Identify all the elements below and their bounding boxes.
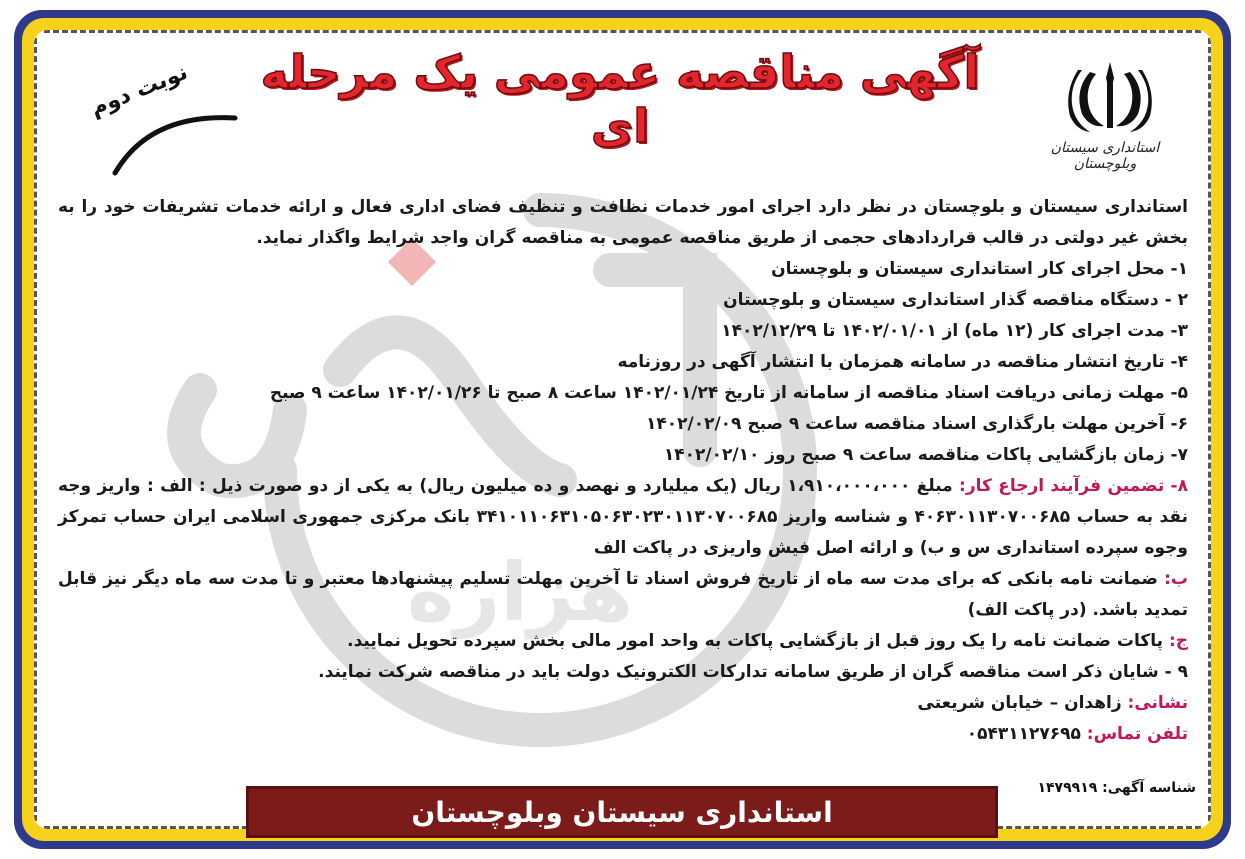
ad-title: آگهی مناقصه عمومی یک مرحله ای: [260, 45, 980, 153]
footer-banner-text: استانداری سیستان وبلوچستان: [411, 795, 833, 829]
address: [58, 688, 1188, 719]
item-7: ۷- زمان بازگشایی پاکات مناقصه ساعت ۹ صبح روز ۱۴۰۲/۰۲/۱۰: [663, 445, 1188, 465]
watermark-text: هزاره: [407, 546, 633, 639]
guarantee-label: ۸- تضمین فرآیند ارجاع کار:: [959, 476, 1188, 496]
ad-id: شناسه آگهی: ۱۴۷۹۹۱۹: [1037, 780, 1196, 796]
phone-value: ۰۵۴۳۱۱۲۷۶۹۵: [966, 724, 1081, 744]
item-5: ۵- مهلت زمانی دریافت اسناد مناقصه از سامانه از تاریخ ۱۴۰۲/۰۱/۲۴ ساعت ۸ صبح تا ۱۴۰۲/۰۱/۲۶ ساعت ۹ صبح: [269, 383, 1188, 403]
option-c-text: پاکات ضمانت نامه را یک روز قبل از بازگشایی پاکات به واحد امور مالی بخش سپرده تحویل نمایید.: [347, 631, 1164, 651]
iran-emblem-icon: [1060, 58, 1160, 138]
item-6: ۶- آخرین مهلت بارگذاری اسناد مناقصه ساعت ۹ صبح ۱۴۰۲/۰۲/۰۹: [646, 414, 1188, 434]
phone-label: تلفن تماس:: [1086, 724, 1188, 744]
option-c-label: ج:: [1168, 631, 1188, 651]
footer-banner: [246, 786, 998, 838]
dashed-border-top: [44, 30, 1201, 33]
emblem-caption: استانداری سیستان وبلوچستان: [1050, 140, 1160, 172]
guarantee-text: مبلغ ۱،۹۱۰،۰۰۰،۰۰۰ ریال (یک میلیارد و نهصد و ده میلیون ریال) به یکی از دو صورت ذیل : الف : واریز وجه نقد به حساب ۴۰۶۳۰۱۱۳۰۷۰۰۶۸۵ و شناسه واریز ۳۴۱۰۱۱۰۶۳۱۰۵۰۶۳۰۲۳۰۱۱۳۰۷۰۰۶۸۵ بانک مرکزی جمهوری اسلامی ایران حساب تمرکز وجوه سپرده استانداری س و ب) و ارائه اصل فیش واریزی در پاکت الف: [58, 476, 1188, 558]
item-8: [58, 471, 1188, 564]
item-3: ۳- مدت اجرای کار (۱۲ ماه) از ۱۴۰۲/۰۱/۰۱ تا ۱۴۰۲/۱۲/۲۹: [721, 321, 1188, 341]
dashed-border-left: [34, 38, 37, 821]
item-1: ۱- محل اجرای کار استانداری سیستان و بلوچستان: [771, 259, 1188, 279]
item-4: ۴- تاریخ انتشار مناقصه در سامانه همزمان با انتشار آگهی در روزنامه: [617, 352, 1188, 372]
intro-paragraph: استانداری سیستان و بلوچستان در نظر دارد اجرای امور خدمات نظافت و تنظیف فضای اداری فعال و ارائه خدمات تشریفات خود را به بخش غیر دولتی در قالب قراردادهای حجمی از طریق مناقصه عمومی به مناقصه گران واجد شرایط واگذار نماید.: [58, 197, 1188, 248]
option-c: [58, 626, 1188, 657]
phone: [58, 719, 1188, 750]
address-value: زاهدان – خیابان شریعتی: [917, 693, 1122, 713]
item-2: ۲ - دستگاه مناقصه گذار استانداری سیستان و بلوچستان: [723, 290, 1188, 310]
round-label: نوبت دوم: [87, 59, 192, 122]
option-b: [58, 564, 1188, 626]
dashed-border-right: [1208, 38, 1211, 821]
item-9: ۹ - شایان ذکر است مناقصه گران از طریق سامانه تدارکات الکترونیک دولت باید در مناقصه شرکت نمایند.: [318, 662, 1188, 682]
option-b-label: ب:: [1164, 569, 1188, 589]
option-b-text: ضمانت نامه بانکی که برای مدت سه ماه از تاریخ فروش اسناد تا آخرین مهلت تسلیم پیشنهادها معتبر و تا مدت سه ماه دیگر نیز قابل تمدید باشد. (در پاکت الف): [58, 569, 1188, 620]
round-arc-decoration: [110, 108, 240, 178]
address-label: نشانی:: [1127, 693, 1188, 713]
ad-body: [58, 192, 1188, 750]
